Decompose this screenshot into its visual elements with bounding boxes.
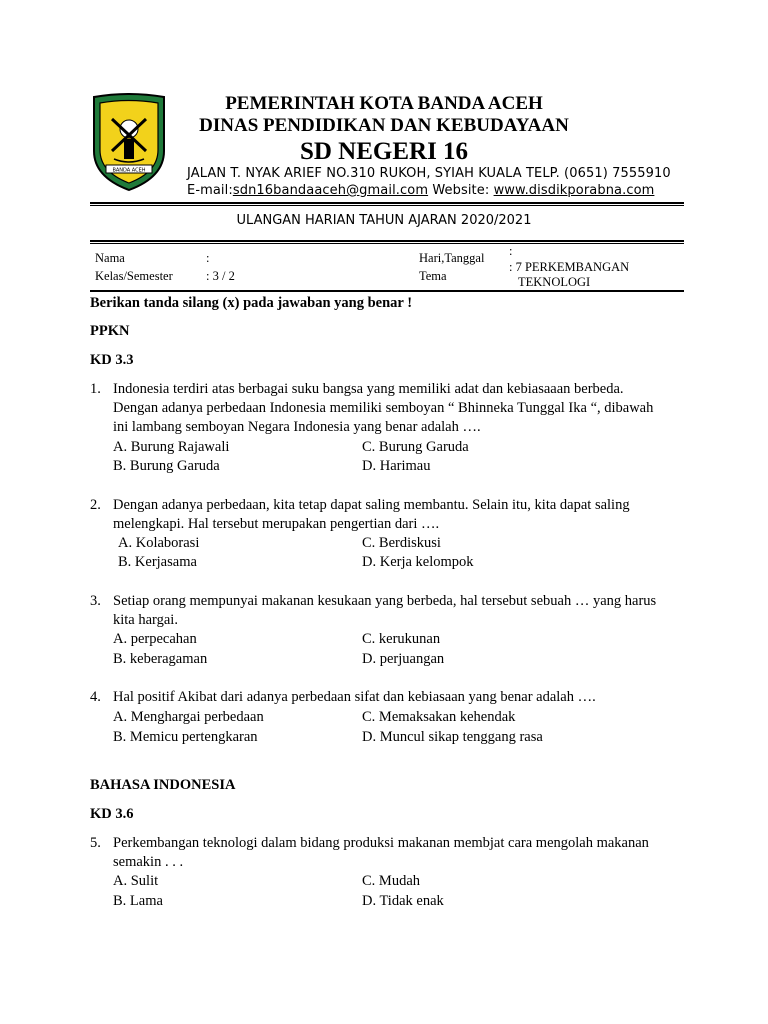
website-link[interactable]: www.disdikporabna.com [493,183,655,198]
answer-option[interactable]: C. Berdiskusi [362,535,441,551]
emblem-ribbon-text: BANDA ACEH [112,167,146,174]
question-text-line: Indonesia terdiri atas berbagai suku bangsa yang memiliki adat dan kebiasaaan berbeda. [113,381,624,397]
answer-option[interactable]: B. Memicu pertengkaran [113,729,258,745]
email-label: E-mail: [187,183,233,198]
answer-option[interactable]: A. Sulit [113,873,159,889]
question-text-line: Setiap orang mempunyai makanan kesukaan yang berbeda, hal tersebut sebuah … yang harus [113,593,657,609]
answer-option[interactable]: B. keberagaman [113,651,208,667]
question-text-line: ini lambang semboyan Negara Indonesia yang benar adalah …. [113,419,481,435]
name-label: Nama [95,251,125,265]
email-link[interactable]: sdn16bandaaceh@gmail.com [232,183,429,198]
answer-option[interactable]: B. Kerjasama [118,554,197,570]
question-number: 3. [90,593,101,609]
question-text-line: Dengan adanya perbedaan Indonesia memiliki semboyan “ Bhinneka Tunggal Ika “, dibawah [113,400,654,416]
theme-label: Tema [419,269,447,283]
question-number: 1. [90,381,101,397]
answer-option[interactable]: A. Kolaborasi [118,535,200,551]
answer-option[interactable]: A. Burung Rajawali [113,439,230,455]
day-date-value[interactable]: : [509,244,513,258]
school-address: JALAN T. NYAK ARIEF NO.310 RUKOH, SYIAH KUALA TELP. (0651) 7555910 [187,166,671,181]
header-government-line: PEMERINTAH KOTA BANDA ACEH [225,93,543,114]
answer-option[interactable]: D. Tidak enak [362,893,444,909]
answer-option[interactable]: B. Lama [113,893,163,909]
contact-line [187,183,654,198]
question-text-line: melengkapi. Hal tersebut merupakan pengertian dari …. [113,516,440,532]
question-text-line: Hal positif Akibat dari adanya perbedaan sifat dan kebiasaan yang benar adalah …. [113,689,596,705]
exam-title: ULANGAN HARIAN TAHUN AJARAN 2020/2021 [236,213,532,228]
question-number: 2. [90,497,101,513]
answer-option[interactable]: D. perjuangan [362,651,445,667]
answer-option[interactable]: C. Memaksakan kehendak [362,709,516,725]
school-name: SD NEGERI 16 [299,138,469,165]
answer-option[interactable]: D. Muncul sikap tenggang rasa [362,729,543,745]
identity-top-rule [90,240,684,242]
subject-heading-bahasa-indonesia: BAHASA INDONESIA [90,777,236,793]
class-semester-label: Kelas/Semester [95,269,173,283]
day-date-label: Hari,Tanggal [419,251,485,265]
identity-top-rule-thin [90,243,684,244]
theme-value-line1: : 7 PERKEMBANGAN [509,260,630,274]
answer-option[interactable]: A. Menghargai perbedaan [113,709,264,725]
question-number: 5. [90,835,101,851]
instruction: Berikan tanda silang (x) pada jawaban yang benar ! [90,295,413,311]
header-department-line: DINAS PENDIDIKAN DAN KEBUDAYAAN [199,115,569,136]
identity-bottom-rule [90,290,684,292]
question-text-line: semakin . . . [113,854,184,870]
website-label: Website: [428,183,494,198]
header-divider-thick [90,202,684,204]
answer-option[interactable]: D. Kerja kelompok [362,554,474,570]
answer-option[interactable]: B. Burung Garuda [113,458,220,474]
name-value[interactable]: : [206,251,210,265]
kd-heading-bahasa-indonesia: KD 3.6 [90,806,134,822]
question-text-line: kita hargai. [113,612,178,628]
class-semester-value: : 3 / 2 [206,269,235,283]
answer-option[interactable]: C. Burung Garuda [362,439,469,455]
answer-option[interactable]: D. Harimau [362,458,431,474]
theme-value-line2: TEKNOLOGI [518,275,591,289]
kd-heading-ppkn: KD 3.3 [90,352,134,368]
answer-option[interactable]: C. kerukunan [362,631,441,647]
header-divider-thin [90,205,684,206]
subject-heading-ppkn: PPKN [90,323,130,339]
answer-option[interactable]: C. Mudah [362,873,420,889]
answer-option[interactable]: A. perpecahan [113,631,197,647]
question-text-line: Dengan adanya perbedaan, kita tetap dapat saling membantu. Selain itu, kita dapat saling [113,497,630,513]
question-text-line: Perkembangan teknologi dalam bidang produksi makanan membjat cara mengolah makanan [113,835,649,851]
question-number: 4. [90,689,101,705]
